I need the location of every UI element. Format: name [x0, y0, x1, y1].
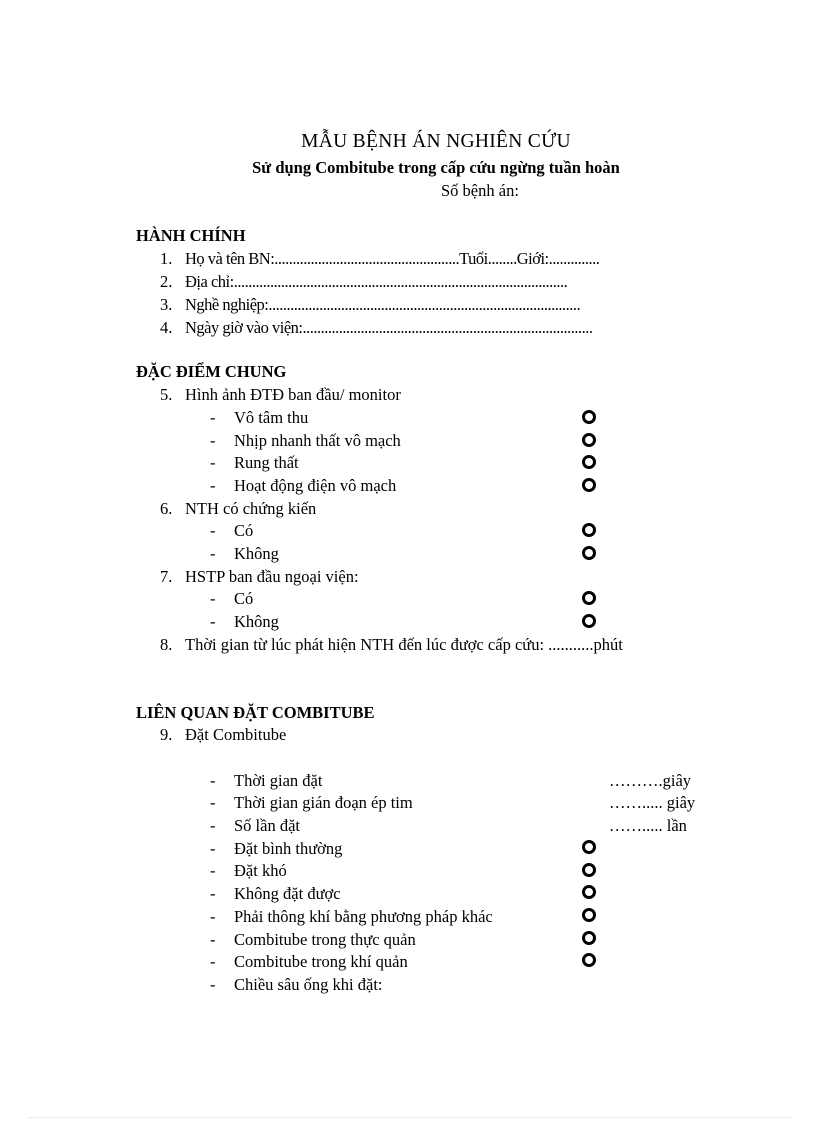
- option-asystole-label: Vô tâm thu: [234, 408, 309, 427]
- bullet-dash: -: [210, 793, 216, 812]
- insertion-time-label: Thời gian đặt: [234, 771, 323, 790]
- bullet-dash: -: [210, 544, 216, 563]
- bullet-dash: -: [210, 930, 216, 949]
- option-esophageal-radio[interactable]: [582, 931, 596, 945]
- item-number: 3.: [160, 295, 173, 314]
- option-asystole-radio[interactable]: [582, 410, 596, 424]
- attempt-count-field[interactable]: ……..... lần: [609, 816, 687, 835]
- field-patient-name-age-gender[interactable]: Họ và tên BN:...................................................Tuổi........Giới:..............: [185, 249, 600, 268]
- bullet-dash: -: [210, 816, 216, 835]
- bullet-dash: -: [210, 839, 216, 858]
- bullet-dash: -: [210, 431, 216, 450]
- question-ecg-initial: Hình ảnh ĐTĐ ban đầu/ monitor: [185, 385, 401, 404]
- option-witnessed-no-radio[interactable]: [582, 546, 596, 560]
- bullet-dash: -: [210, 521, 216, 540]
- option-tracheal-label: Combitube trong khí quản: [234, 952, 408, 971]
- option-normal-insertion-radio[interactable]: [582, 840, 596, 854]
- question-prehospital-cpr: HSTP ban đầu ngoại viện:: [185, 567, 359, 586]
- item-number: 7.: [160, 567, 173, 586]
- field-admission-datetime[interactable]: Ngày giờ vào viện:................................................................................: [185, 318, 593, 337]
- option-pea-label: Hoạt động điện vô mạch: [234, 476, 397, 495]
- field-occupation[interactable]: Nghề nghiệp:......................................................................................: [185, 295, 581, 314]
- option-cpr-yes-label: Có: [234, 589, 254, 608]
- option-vf-label: Rung thất: [234, 453, 299, 472]
- bullet-dash: -: [210, 408, 216, 427]
- item-number: 9.: [160, 725, 173, 744]
- option-pea-radio[interactable]: [582, 478, 596, 492]
- bullet-dash: -: [210, 952, 216, 971]
- page-bottom-border: [28, 1117, 792, 1118]
- option-pulseless-vt-radio[interactable]: [582, 433, 596, 447]
- field-time-to-emergency[interactable]: Thời gian từ lúc phát hiện NTH đến lúc được cấp cứu: ...........phút: [185, 635, 623, 654]
- question-witnessed: NTH có chứng kiến: [185, 499, 317, 518]
- option-witnessed-yes-label: Có: [234, 521, 254, 540]
- record-number-label: Số bệnh án:: [441, 181, 519, 200]
- bullet-dash: -: [210, 589, 216, 608]
- item-number: 4.: [160, 318, 173, 337]
- option-normal-insertion-label: Đặt bình thường: [234, 839, 343, 858]
- option-cpr-no-radio[interactable]: [582, 614, 596, 628]
- item-number: 2.: [160, 272, 173, 291]
- bullet-dash: -: [210, 861, 216, 880]
- option-esophageal-label: Combitube trong thực quản: [234, 930, 416, 949]
- option-failed-insertion-label: Không đặt được: [234, 884, 341, 903]
- option-witnessed-no-label: Không: [234, 544, 279, 563]
- option-witnessed-yes-radio[interactable]: [582, 523, 596, 537]
- bullet-dash: -: [210, 884, 216, 903]
- option-vf-radio[interactable]: [582, 455, 596, 469]
- option-pulseless-vt-label: Nhịp nhanh thất vô mạch: [234, 431, 401, 450]
- bullet-dash: -: [210, 975, 216, 994]
- bullet-dash: -: [210, 771, 216, 790]
- form-title: MẪU BỆNH ÁN NGHIÊN CỨU: [301, 131, 571, 152]
- attempt-count-label: Số lần đặt: [234, 816, 300, 835]
- compression-interruption-field[interactable]: ……..... giây: [609, 793, 696, 812]
- option-cpr-no-label: Không: [234, 612, 279, 631]
- item-number: 6.: [160, 499, 173, 518]
- section-heading-admin: HÀNH CHÍNH: [136, 226, 246, 245]
- option-difficult-insertion-radio[interactable]: [582, 863, 596, 877]
- bullet-dash: -: [210, 612, 216, 631]
- bullet-dash: -: [210, 453, 216, 472]
- item-number: 8.: [160, 635, 173, 654]
- item-number: 5.: [160, 385, 173, 404]
- option-cpr-yes-radio[interactable]: [582, 591, 596, 605]
- option-alternative-ventilation-label: Phải thông khí bằng phương pháp khác: [234, 907, 493, 926]
- form-subtitle: Sử dụng Combitube trong cấp cứu ngừng tuần hoàn: [252, 158, 620, 177]
- bullet-dash: -: [210, 476, 216, 495]
- option-difficult-insertion-label: Đặt khó: [234, 861, 287, 880]
- option-alternative-ventilation-radio[interactable]: [582, 908, 596, 922]
- bullet-dash: -: [210, 907, 216, 926]
- compression-interruption-label: Thời gian gián đoạn ép tim: [234, 793, 413, 812]
- insertion-time-field[interactable]: ……….giây: [609, 771, 692, 790]
- item-number: 1.: [160, 249, 173, 268]
- section-heading-general: ĐẶC ĐIỂM CHUNG: [136, 362, 287, 381]
- question-combitube-insertion: Đặt Combitube: [185, 725, 287, 744]
- field-address[interactable]: Địa chỉ:............................................................................................: [185, 272, 568, 291]
- option-tracheal-radio[interactable]: [582, 953, 596, 967]
- option-failed-insertion-radio[interactable]: [582, 885, 596, 899]
- section-heading-combitube: LIÊN QUAN ĐẶT COMBITUBE: [136, 703, 375, 722]
- tube-depth-label: Chiều sâu ống khi đặt:: [234, 975, 383, 994]
